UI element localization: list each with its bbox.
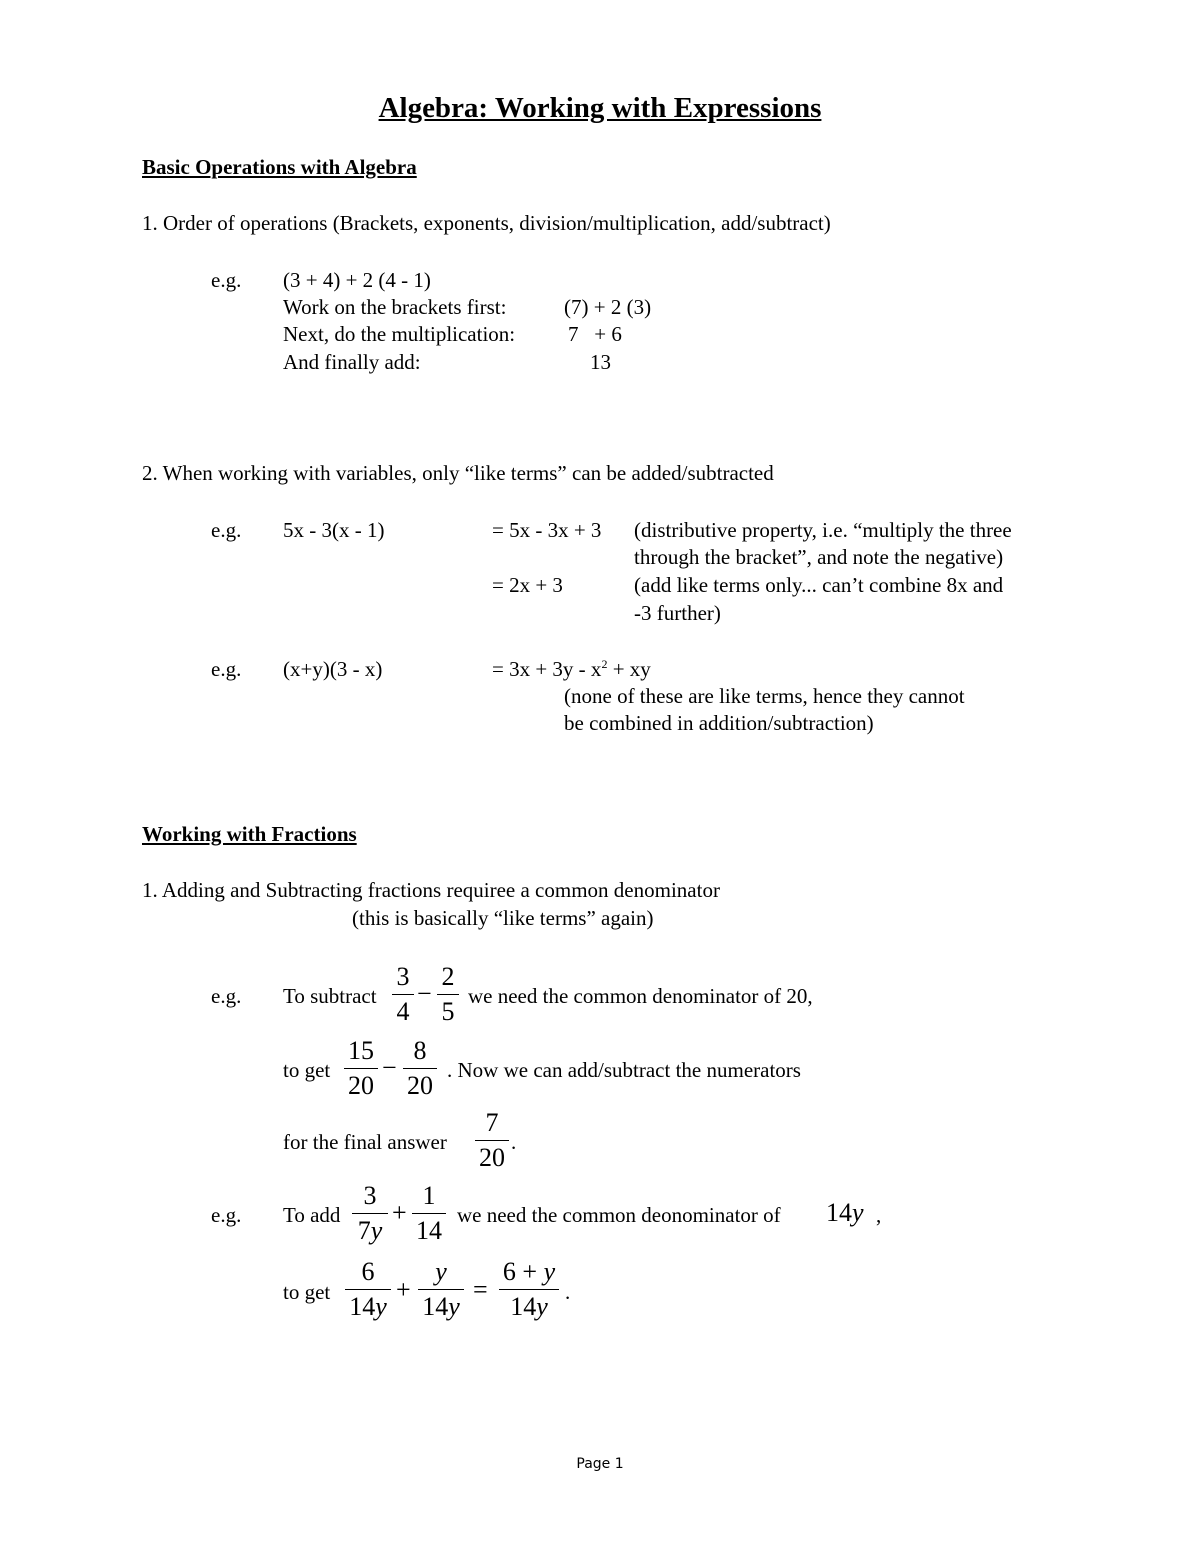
- fraction: [403, 1038, 437, 1099]
- eg-label: e.g.: [211, 1203, 242, 1227]
- section-heading-fractions: Working with Fractions: [142, 822, 357, 846]
- denominator-number: 14: [510, 1292, 537, 1321]
- denominator: [345, 1290, 391, 1320]
- step-label: And finally add:: [283, 350, 421, 374]
- denominator: 20: [407, 1071, 433, 1100]
- tail-text: .: [565, 1280, 571, 1304]
- fraction: [475, 1110, 509, 1171]
- numerator: 6: [361, 1257, 375, 1286]
- example-expression: 5x - 3(x - 1): [283, 518, 385, 542]
- denominator: 5: [441, 997, 455, 1026]
- example-expression: (x+y)(3 - x): [283, 657, 383, 681]
- numerator: 1: [422, 1181, 436, 1210]
- tail-text: .: [511, 1130, 517, 1154]
- eg-label: e.g.: [211, 268, 242, 292]
- note-line: (distributive property, i.e. “multiply the three: [634, 518, 1012, 542]
- numerator: 15: [348, 1036, 374, 1065]
- lead-text: for the final answer: [283, 1130, 447, 1154]
- fraction: [345, 1259, 391, 1320]
- denominator: [418, 1290, 464, 1320]
- step-value: 7 + 6: [568, 322, 622, 346]
- fraction: [352, 1183, 388, 1244]
- page-title: Algebra: Working with Expressions: [378, 92, 822, 124]
- step-label: Work on the brackets first:: [283, 295, 507, 319]
- page-number: Page 1: [576, 1456, 624, 1472]
- denominator: [499, 1290, 559, 1320]
- numerator: 7: [485, 1108, 499, 1137]
- fraction: [437, 964, 459, 1025]
- result-line: = 5x - 3x + 3: [492, 518, 602, 542]
- note-line: be combined in addition/subtraction): [564, 711, 874, 735]
- denominator: 20: [348, 1071, 374, 1100]
- comma: ,: [876, 1203, 882, 1227]
- plus-operator: +: [396, 1275, 411, 1304]
- result-part: + xy: [607, 657, 651, 681]
- denominator-number: 7: [357, 1216, 371, 1245]
- numerator: 3: [396, 962, 410, 991]
- note-line: -3 further): [634, 601, 721, 625]
- section-heading-basic-operations: Basic Operations with Algebra: [142, 155, 417, 179]
- exponent: 2: [601, 657, 608, 671]
- fraction: [418, 1259, 464, 1320]
- denominator-number: 14: [422, 1292, 449, 1321]
- numerator: [499, 1259, 559, 1289]
- tail-text: we need the common deonominator of: [457, 1203, 781, 1227]
- lead-text: to get: [283, 1280, 331, 1304]
- numerator: 8: [413, 1036, 427, 1065]
- variable: y: [536, 1292, 548, 1321]
- plus-operator: +: [392, 1198, 407, 1227]
- numerator: y: [435, 1257, 447, 1286]
- variable: y: [448, 1292, 460, 1321]
- lead-text: to get: [283, 1058, 331, 1082]
- note-line: through the bracket”, and note the negative): [634, 545, 1004, 569]
- eg-label: e.g.: [211, 657, 242, 681]
- denominator-number: 14: [349, 1292, 376, 1321]
- fraction: [392, 964, 414, 1025]
- note-line: (add like terms only... can’t combine 8x and: [634, 573, 1004, 597]
- minus-operator: −: [417, 979, 432, 1008]
- common-denominator: [826, 1200, 864, 1226]
- item-subtext: (this is basically “like terms” again): [352, 906, 654, 930]
- result-line: [492, 659, 651, 680]
- item-like-terms: 2. When working with variables, only “like terms” can be added/subtracted: [142, 461, 774, 485]
- numerator: 3: [363, 1181, 377, 1210]
- lead-text: To add: [283, 1203, 341, 1227]
- denominator: 20: [479, 1143, 505, 1172]
- example-expression: (3 + 4) + 2 (4 - 1): [283, 268, 431, 292]
- denominator: 4: [396, 997, 410, 1026]
- variable: y: [852, 1198, 864, 1227]
- variable: y: [543, 1257, 556, 1286]
- variable: y: [375, 1292, 387, 1321]
- fraction: [499, 1259, 559, 1320]
- note-line: (none of these are like terms, hence they cannot: [564, 684, 965, 708]
- minus-operator: −: [382, 1053, 397, 1082]
- step-label: Next, do the multiplication:: [283, 322, 516, 346]
- lead-text: To subtract: [283, 984, 377, 1008]
- variable: y: [370, 1216, 383, 1245]
- denominator: [352, 1214, 388, 1244]
- fraction: [344, 1038, 378, 1099]
- equals-operator: =: [473, 1275, 488, 1304]
- numerator-part: 6 +: [502, 1257, 544, 1286]
- numerator: 2: [441, 962, 455, 991]
- item-order-of-operations: 1. Order of operations (Brackets, exponents, division/multiplication, add/subtract): [142, 211, 831, 235]
- tail-text: . Now we can add/subtract the numerators: [447, 1058, 801, 1082]
- item-adding-fractions: 1. Adding and Subtracting fractions requiree a common denominator: [142, 878, 720, 902]
- tail-text: we need the common denominator of 20,: [468, 984, 813, 1008]
- denominator-number: 14: [826, 1198, 852, 1227]
- denominator: 14: [416, 1216, 442, 1245]
- eg-label: e.g.: [211, 984, 242, 1008]
- result-line: = 2x + 3: [492, 573, 563, 597]
- step-value: 13: [590, 350, 611, 374]
- eg-label: e.g.: [211, 518, 242, 542]
- step-value: (7) + 2 (3): [564, 295, 652, 319]
- fraction: [412, 1183, 446, 1244]
- result-part: = 3x + 3y - x: [492, 657, 602, 681]
